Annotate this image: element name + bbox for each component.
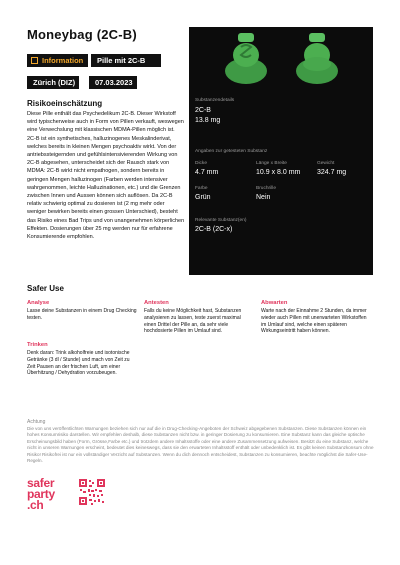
information-tag-label: Information: [42, 56, 84, 65]
tested-substance-label: Angaben zur getesteten Substanz: [195, 149, 268, 154]
thickness-value: 4.7 mm: [195, 169, 219, 176]
break-value: Nein: [256, 194, 271, 201]
analysis-text: Lasse deine Substanzen in einem Drug Checking testen.: [27, 308, 137, 321]
page-title: Moneybag (2C-B): [27, 27, 137, 42]
attention-text: Die von uns veröffentlichten Warnungen beziehen sich nur auf die in Drug-Checking-Angeboten der Schweiz abgegebenen Substanzen. Diese Substanzen können ein hohes Konsumrisiko darstellen. Wir empfehlen deshalb, diese Substanzen nicht bzw. in geringer Dosierung zu konsumieren. Eine Substanz kann das gleiche optische Erscheinungsbild haben (Form, Grösse,Farbe etc.) und trotzdem andere Inhaltsstoffe oder eine andere Zusammensetzung aufweisen. Besitzt du eine Substanz, welche nicht in unseren Warnungen erscheint, bedeutet dies keineswegs, dass sie den erwarteten Inhaltsstoff enthält oder unbedenklich ist. Es gibt keinen Substanzkonsum ohne Risiko! Risikofrei ist nur ein vollständiger Verzicht auf Substanzen. Wenn du dich dennoch entscheidest, Substanzen zu konsumieren, beachte möglichst die Safer-Use-Regeln.: [27, 426, 374, 464]
info-square-icon: [31, 57, 38, 64]
logo-line-ch: .ch: [27, 498, 44, 512]
risk-text: Diese Pille enthält das Psychedelikum 2C-B. Dieser Wirkstoff wird typischerweise auch in Form von Pillen verkauft, weswegen eine Verwechslung mit klassischen MDMA-Pillen möglich ist. 2C-B ist ein synthetisches, halluzinogenes Meskalinderivat, welches bereits in kleinen Mengen psychoaktiv wirkt. Von der antriebssteigernden und gefühlsintensivierenden Wirkung von 2C-B abgesehen, unterscheidet sich der Rausch stark von MDMA: 2C-B wirkt nicht empathogen, sondern bereits in geringen Mengen halluzinogen (Farben werden intensiver wahrgenommen, leichte Halluzinationen, etc.) und die Grenzen zwischen Innen und Aussen können sich auflösen. Da 2C-B relativ schwierig optimal zu dosieren ist (2 mg mehr oder weniger bewirken bereits einen grossen Unterschied), besteht das Risiko eines Bad Trips und von unangenehmen körperlichen Effekten. Dosierungen über 25 mg werden nur für erfahrene Konsumierende empfohlen.: [27, 111, 185, 241]
size-label: Länge x Breite: [256, 161, 287, 166]
attention-heading: Achtung: [27, 419, 46, 425]
date-tag: 07.03.2023: [89, 76, 137, 89]
relevant-substance-label: Relevante Substanz(en): [195, 218, 247, 223]
thickness-label: Dicke: [195, 161, 207, 166]
safer-use-heading: Safer Use: [27, 284, 64, 293]
pill-type-tag: Pille mit 2C-B: [91, 54, 161, 67]
information-tag: [27, 54, 88, 67]
weight-label: Gewicht: [317, 161, 335, 166]
size-value: 10.9 x 8.0 mm: [256, 169, 301, 176]
test-heading: Antesten: [144, 300, 169, 306]
analysis-heading: Analyse: [27, 300, 50, 306]
test-text: Falls du keine Möglichkeit hast, Substanzen analysieren zu lassen, teste zuerst maximal einen Drittel der Pille an, da sehr viele hochdosierte Pillen im Umlauf sind.: [144, 308, 242, 335]
substances-label: Substanzendetails: [195, 98, 235, 103]
substance-name: 2C-B: [195, 107, 211, 114]
details-panel: [189, 27, 373, 275]
color-label: Farbe: [195, 186, 208, 191]
substance-amount: 13.8 mg: [195, 117, 221, 124]
risk-heading: Risikoeinschätzung: [27, 99, 103, 108]
logo-line-party: party: [27, 487, 55, 501]
break-label: Bruchrille: [256, 186, 276, 191]
drink-text: Denk daran: Trink alkoholfreie und isotonische Getränke (3 dl / Stunde) und mach von Zeit zu Zeit Pausen an der frischen Luft, um einer Überhitzung / Dehydration vorzubeugen.: [27, 350, 130, 377]
pill-photo: [189, 27, 373, 87]
logo-line-safer: safer: [27, 476, 55, 490]
wait-heading: Abwarten: [261, 300, 288, 306]
wait-text: Warte nach der Einnahme 2 Stunden, da immer wieder auch Pillen mit unerwarteten Wirkstoffen im Umlauf sind, welche einen späteren Wirkungseintritt haben können.: [261, 308, 367, 335]
color-value: Grün: [195, 194, 211, 201]
drink-heading: Trinken: [27, 342, 48, 348]
location-tag: Zürich (DIZ): [27, 76, 79, 89]
qr-code-icon[interactable]: [79, 479, 105, 505]
weight-value: 324.7 mg: [317, 169, 347, 176]
relevant-substance-value: 2C-B (2C-x): [195, 226, 233, 233]
saferparty-logo[interactable]: [27, 478, 72, 518]
